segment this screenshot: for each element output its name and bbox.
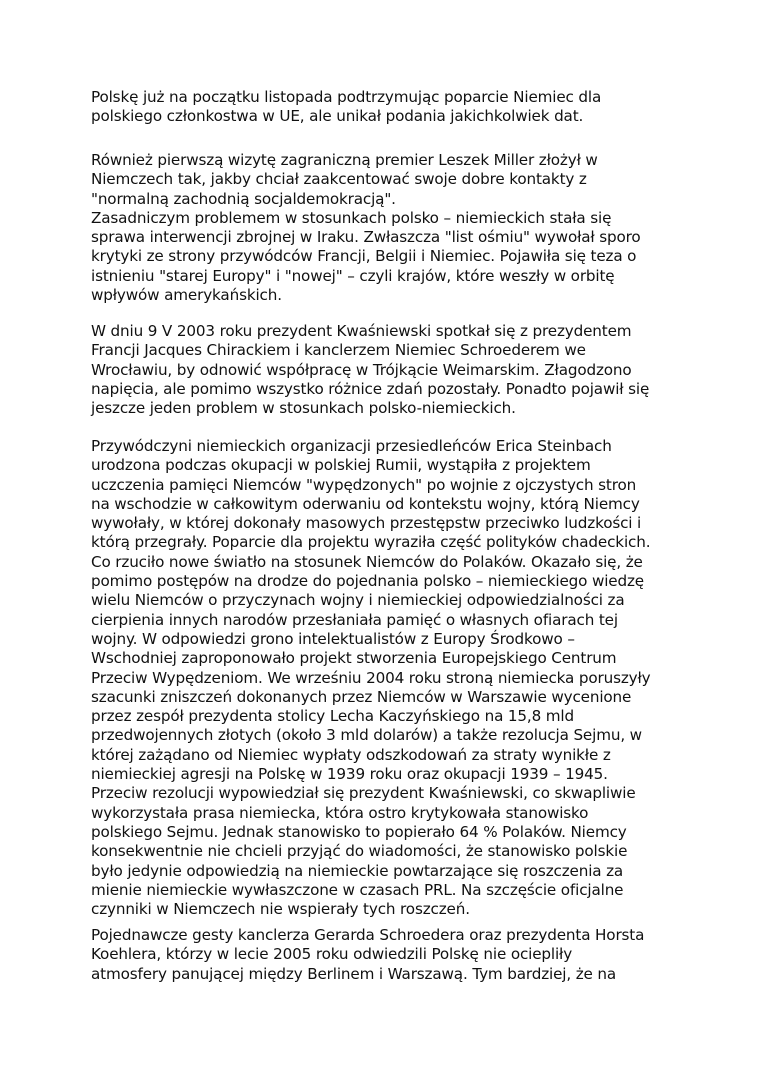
text-line: Francji Jacques Chirackiem i kanclerzem Niemiec Schroederem we [91,341,586,360]
text-line: urodzona podczas okupacji w polskiej Rumii, wystąpiła z projektem [91,456,591,475]
text-line: szacunki zniszczeń dokonanych przez Niemców w Warszawie wycenione [91,687,632,706]
text-line: Pojednawcze gesty kanclerza Gerarda Schroedera oraz prezydenta Horsta [91,926,645,944]
text-line: Przywódczyni niemieckich organizacji przesiedleńców Erica Steinbach [91,437,612,455]
text-line: Co rzuciło nowe światło na stosunek Niemców do Polaków. Okazało się, że [91,552,643,571]
text-line: wywołały, w której dokonały masowych przestępstw przeciwko ludzkości i [91,514,642,533]
text-line: której zażądano od Niemiec wypłaty odszkodowań za straty wynikłe z [91,745,611,764]
text-line: Przeciw rezolucji wypowiedział się prezydent Kwaśniewski, co skwapliwie [91,784,636,803]
text-line: na wschodzie w całkowitym oderwaniu od kontekstu wojny, którą Niemcy [91,494,640,513]
text-line: uczczenia pamięci Niemców "wypędzonych" po wojnie z ojczystych stron [91,475,637,494]
text-line: Wrocławiu, by odnowić współpracę w Trójkącie Weimarskim. Złagodzono [91,360,632,379]
text-line: Zasadniczym problemem w stosunkach polsko – niemieckich stała się [91,208,612,227]
text-line: Również pierwszą wizytę zagraniczną premier Leszek Miller złożył w [91,151,598,169]
text-line: cierpienia innych narodów przesłaniała pamięć o własnych ofiarach tej [91,610,618,629]
paragraph-4 [91,437,691,919]
text-line: mienie niemieckie wywłaszczone w czasach PRL. Na szczęście oficjalne [91,880,624,899]
text-line: jeszcze jeden problem w stosunkach polsko-niemieckich. [91,399,516,418]
text-line: W dniu 9 V 2003 roku prezydent Kwaśniewski spotkał się z prezydentem [91,322,632,340]
text-line: Wschodniej zaproponowało projekt stworzenia Europejskiego Centrum [91,649,617,668]
text-line: konsekwentnie nie chcieli przyjąć do wiadomości, że stanowisko polskie [91,842,628,861]
text-line: niemieckiej agresji na Polskę w 1939 roku oraz okupacji 1939 – 1945. [91,765,608,784]
text-line: Koehlera, którzy w lecie 2005 roku odwiedzili Polskę nie ociepliły [91,945,573,964]
text-line: przedwojennych złotych (około 3 mld dolarów) a także rezolucja Sejmu, w [91,726,642,745]
text-line: atmosfery panującej między Berlinem i Warszawą. Tym bardziej, że na [91,964,617,983]
text-line: było jedynie odpowiedzią na niemieckie powtarzające się roszczenia za [91,861,624,880]
text-line: Niemczech tak, jakby chciał zaakcentować swoje dobre kontakty z [91,170,587,189]
text-line: sprawa interwencji zbrojnej w Iraku. Zwłaszcza "list ośmiu" wywołał sporo [91,228,641,247]
text-line: istnieniu "starej Europy" i "nowej" – czyli krajów, które weszły w orbitę [91,266,615,285]
paragraph-1 [91,88,691,127]
text-line: Polskę już na początku listopada podtrzymując poparcie Niemiec dla [91,88,602,106]
paragraph-3 [91,322,691,418]
text-line: polskiego członkostwa w UE, ale unikał podania jakichkolwiek dat. [91,107,584,126]
text-line: którą przegrały. Poparcie dla projektu wyraziła część polityków chadeckich. [91,533,651,552]
text-line: przez zespół prezydenta stolicy Lecha Kaczyńskiego na 15,8 mld [91,707,574,726]
text-line: krytyki ze strony przywódców Francji, Belgii i Niemiec. Pojawiła się teza o [91,247,637,266]
text-line: czynniki w Niemczech nie wspierały tych roszczeń. [91,900,470,919]
text-line: wojny. W odpowiedzi grono intelektualistów z Europy Środkowo – [91,629,575,648]
text-line: wpływów amerykańskich. [91,286,282,305]
text-line: "normalną zachodnią socjaldemokracją". [91,189,396,208]
text-line: polskiego Sejmu. Jednak stanowisko to popierało 64 % Polaków. Niemcy [91,822,627,841]
text-line: wielu Niemców o przyczynach wojny i niemieckiej odpowiedzialności za [91,591,625,610]
paragraph-2 [91,151,691,305]
text-line: napięcia, ale pomimo wszystko różnice zdań pozostały. Ponadto pojawił się [91,379,650,398]
text-line: Przeciw Wypędzeniom. We wrześniu 2004 roku stroną niemiecka poruszyły [91,668,651,687]
text-line: wykorzystała prasa niemiecka, która ostro krytykowała stanowisko [91,803,589,822]
text-line: pomimo postępów na drodze do pojednania polsko – niemieckiego wiedzę [91,572,644,591]
paragraph-5 [91,926,691,984]
